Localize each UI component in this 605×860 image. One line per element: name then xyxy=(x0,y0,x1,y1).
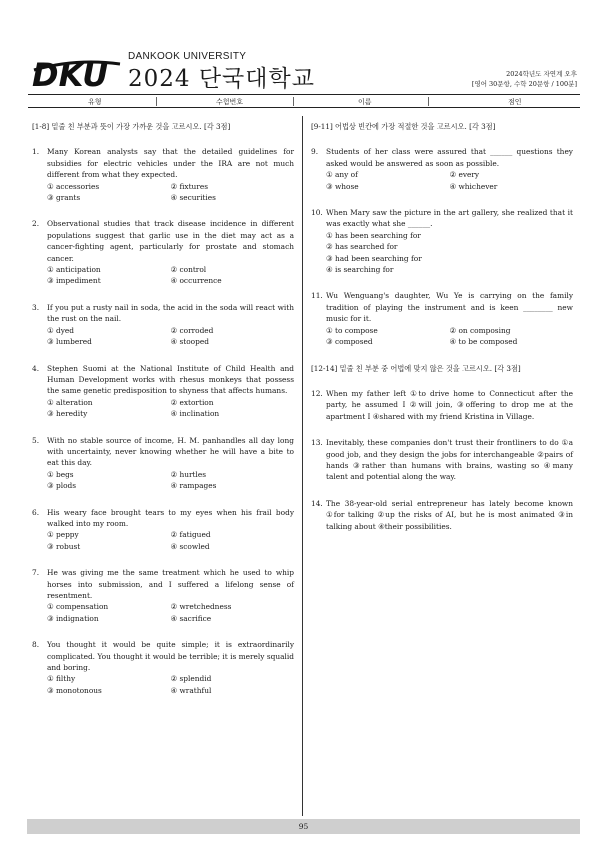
question-number: 11. xyxy=(311,291,323,301)
question-stem xyxy=(32,639,294,673)
answer-option: ③ had been searching for xyxy=(326,253,422,263)
answer-options xyxy=(311,169,573,192)
answer-option: ② splendid xyxy=(170,674,212,684)
question-number: 2. xyxy=(32,219,40,229)
answer-option: ② every xyxy=(449,170,480,180)
question xyxy=(32,639,294,696)
answer-option: ④ occurrence xyxy=(170,276,222,286)
question xyxy=(311,146,573,192)
section-heading: [12-14] 밑줄 친 부분 중 어법에 맞지 않은 것을 고르시오. [각 3점] xyxy=(311,363,521,373)
answer-options xyxy=(32,469,294,492)
question-number: 14. xyxy=(311,498,323,508)
answer-option: ② on composing xyxy=(449,325,511,335)
question-text: Wu Wenguang's daughter, Wu Ye is carrying on the family tradition of playing the instrument and is keen ________ new music for it. xyxy=(326,291,573,324)
question-text: He was giving me the same treatment which he used to whip horses into submission, and I suffered a lifelong sense of resentment. xyxy=(47,568,294,600)
question-text: With no stable source of income, H. M. panhandles all day long with uncertainty, never knowing whether he will have a bite to eat this day. xyxy=(47,435,294,468)
meta-type: 유형 xyxy=(88,98,102,106)
question-text: Stephen Suomi at the National Institute of Child Health and Human Development works with rhesus monkeys that possess the same genetic predisposition to shyness that affects humans. xyxy=(47,363,294,396)
answer-option: ④ stooped xyxy=(170,337,209,347)
question-stem xyxy=(311,498,573,532)
exam-info xyxy=(472,69,577,89)
question xyxy=(32,567,294,624)
page-number: 95 xyxy=(27,819,580,834)
question-number: 13. xyxy=(311,438,323,448)
answer-option: ② control xyxy=(170,265,207,275)
answer-option: ④ whichever xyxy=(449,181,498,191)
university-name: DANKOOK UNIVERSITY xyxy=(128,51,247,62)
answer-option: ④ sacrifice xyxy=(170,613,212,623)
answer-option: ④ to be composed xyxy=(449,337,518,347)
question-text: If you put a rusty nail in soda, the acid in the soda will react with the rust on the nail. xyxy=(47,302,294,324)
answer-options xyxy=(32,264,294,287)
question-text: Observational studies that track disease incidence in different populations suggest that garlic use in the diet may act as a cancer-fighting agent, particularly for prostate and stomach cancer. xyxy=(47,219,294,263)
question-number: 4. xyxy=(32,363,40,373)
svg-text:DKU: DKU xyxy=(32,56,109,94)
answer-options xyxy=(32,529,294,552)
answer-option: ② corroded xyxy=(170,325,214,335)
question-number: 6. xyxy=(32,507,40,517)
question xyxy=(311,290,573,347)
answer-option: ③ robust xyxy=(47,541,81,551)
answer-options xyxy=(32,325,294,348)
exam-info-line1: 2024학년도 자연계 오후 xyxy=(506,70,577,78)
question-stem xyxy=(311,207,573,230)
question xyxy=(311,207,573,275)
question-stem xyxy=(32,507,294,530)
question xyxy=(32,146,294,203)
answer-option: ① begs xyxy=(47,469,74,479)
question-number: 3. xyxy=(32,302,40,312)
answer-options xyxy=(32,601,294,624)
question-stem xyxy=(311,388,573,422)
question xyxy=(311,437,573,483)
answer-option: ② wretchedness xyxy=(170,602,232,612)
section-heading: [1-8] 밑줄 친 부분과 뜻이 가장 가까운 것을 고르시오. [각 3점] xyxy=(32,122,231,131)
question-number: 7. xyxy=(32,568,40,578)
answer-option: ④ wrathful xyxy=(170,685,212,695)
answer-option: ① filthy xyxy=(47,674,76,684)
dku-logo xyxy=(30,52,122,94)
question-stem xyxy=(32,435,294,469)
question-text: His weary face brought tears to my eyes when his frail body walked into my room. xyxy=(47,507,294,528)
answer-option: ② hurtles xyxy=(170,469,207,479)
answer-options xyxy=(32,673,294,696)
meta-name: 이름 xyxy=(358,98,372,106)
answer-option: ② fatigued xyxy=(170,530,211,540)
answer-option: ① anticipation xyxy=(47,265,101,275)
question-number: 12. xyxy=(311,388,323,398)
answer-option: ③ whose xyxy=(326,181,359,191)
answer-option: ④ inclination xyxy=(170,409,220,419)
question-stem xyxy=(32,302,294,325)
answer-option: ① alteration xyxy=(47,397,93,407)
answer-options xyxy=(32,181,294,204)
exam-info-line2: [영어 30문항, 수학 20문항 / 100분] xyxy=(471,80,577,88)
answer-options xyxy=(32,397,294,420)
answer-option: ① peppy xyxy=(47,530,79,540)
question-text: Inevitably, these companies don't trust their frontliners to do ①a good job, and they design the jobs for interchangeable ②pairs of hands ③rather than humans with brains, wasting so ④many talent and potential along the way. xyxy=(326,438,573,482)
question xyxy=(311,388,573,422)
meta-seal: 점인 xyxy=(508,98,522,106)
question-number: 5. xyxy=(32,435,40,445)
question xyxy=(32,507,294,553)
question xyxy=(32,218,294,286)
answer-option: ③ plods xyxy=(47,481,77,491)
answer-option: ④ securities xyxy=(170,193,216,203)
answer-option: ② fixtures xyxy=(170,181,209,191)
answer-option: ① accessories xyxy=(47,181,100,191)
answer-option: ① to compose xyxy=(326,325,378,335)
answer-option: ③ indignation xyxy=(47,613,99,623)
question-stem xyxy=(32,567,294,601)
question-text: Many Korean analysts say that the detailed guidelines for subsidies for electric vehicles under the IRA are not much different from what they expected. xyxy=(47,147,294,180)
left-column xyxy=(32,121,294,711)
question-stem xyxy=(32,146,294,180)
answer-option: ① compensation xyxy=(47,602,109,612)
answer-option: ④ rampages xyxy=(170,481,217,491)
answer-options xyxy=(311,230,573,276)
question-text: The 38-year-old serial entrepreneur has lately become known ①for talking ②up the risks of AI, but he is most animated ③in talking about ④their possibilities. xyxy=(326,498,573,531)
question xyxy=(311,498,573,532)
question-text: When my father left ①to drive home to Connecticut after the party, he assumed I ②will join, ③offering to drop me at the apartment I ④shared with my friend Kristina in Village. xyxy=(326,388,573,421)
answer-option: ② extortion xyxy=(170,397,214,407)
answer-option: ③ impediment xyxy=(47,276,101,286)
answer-option: ③ grants xyxy=(47,193,81,203)
question-text: Students of her class were assured that ______ questions they asked would be answered as soon as possible. xyxy=(326,147,573,168)
column-divider xyxy=(302,116,303,816)
answer-option: ③ lumbered xyxy=(47,337,92,347)
question xyxy=(32,302,294,348)
right-column xyxy=(311,121,573,547)
question-stem xyxy=(311,146,573,169)
question-number: 8. xyxy=(32,640,40,650)
answer-option: ① has been searching for xyxy=(326,230,421,240)
question-text: When Mary saw the picture in the art gallery, she realized that it was exactly what she ______. xyxy=(326,208,573,229)
section-heading: [9-11] 어법상 빈칸에 가장 적절한 것을 고르시오. [각 3점] xyxy=(311,122,496,131)
question xyxy=(32,435,294,492)
exam-title: 2024 단국대학교 xyxy=(128,66,315,92)
answer-options xyxy=(311,325,573,348)
answer-option: ① dyed xyxy=(47,325,74,335)
answer-option: ③ monotonous xyxy=(47,685,102,695)
answer-option: ③ composed xyxy=(326,337,373,347)
answer-option: ④ is searching for xyxy=(326,265,394,275)
question-stem xyxy=(311,290,573,324)
question-number: 10. xyxy=(311,208,323,218)
question-text: You thought it would be quite simple; it is extraordinarily complicated. You thought it would be terrible; it is merely squalid and boring. xyxy=(47,640,294,673)
answer-option: ③ heredity xyxy=(47,409,88,419)
question-stem xyxy=(32,218,294,264)
answer-option: ① any of xyxy=(326,170,358,180)
meta-exam-number: 수험번호 xyxy=(216,98,244,106)
question-stem xyxy=(32,363,294,397)
answer-option: ④ scowled xyxy=(170,541,210,551)
answer-option: ② has searched for xyxy=(326,242,398,252)
candidate-info-bar xyxy=(28,94,580,108)
question-stem xyxy=(311,437,573,483)
question xyxy=(32,363,294,420)
question-number: 1. xyxy=(32,147,40,157)
question-number: 9. xyxy=(311,147,319,157)
